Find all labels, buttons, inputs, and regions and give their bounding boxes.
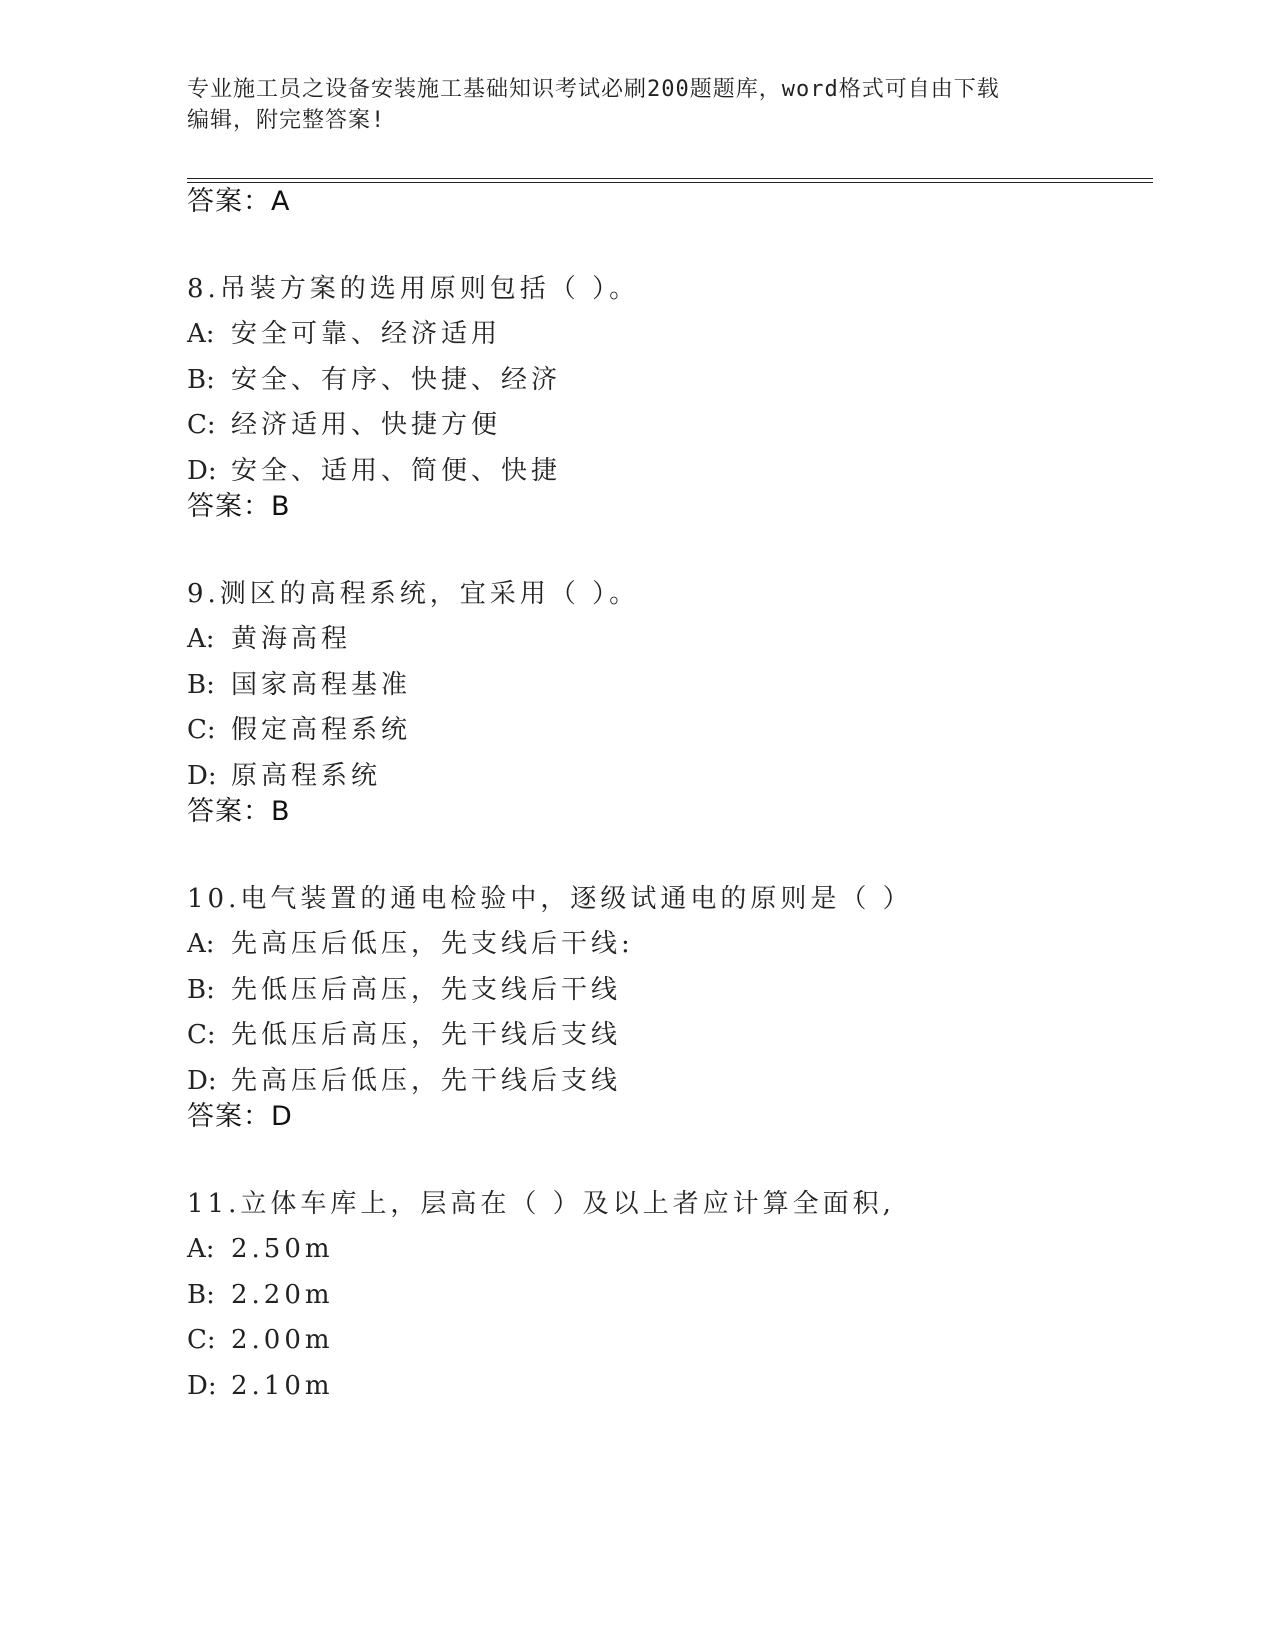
divider-line-top	[187, 178, 1153, 179]
question-stem: 8.吊装方案的选用原则包括（ ）。	[187, 274, 640, 304]
option-c	[187, 713, 1147, 759]
option-text: 先低压后高压，先干线后支线	[231, 1020, 622, 1050]
option-letter: D:	[187, 1370, 217, 1401]
option-letter: A:	[187, 319, 215, 349]
option-letter: C:	[187, 715, 216, 745]
answer-label: 答案：	[187, 1101, 271, 1132]
option-text: 2.50m	[231, 1234, 334, 1264]
option-b	[187, 363, 1147, 409]
option-d	[187, 1369, 1147, 1415]
answer-label: 答案：	[187, 186, 271, 217]
answer-q9	[187, 795, 291, 829]
option-text: 2.00m	[231, 1325, 334, 1355]
answer-q7	[187, 185, 290, 219]
option-text: 安全可靠、经济适用	[231, 319, 502, 349]
answer-value: B	[271, 796, 291, 827]
divider-line-bottom	[187, 182, 1153, 183]
question-stem: 10.电气装置的通电检验中，逐级试通电的原则是（ ）	[187, 884, 913, 914]
option-d	[187, 1064, 1147, 1110]
option-text: 原高程系统	[231, 760, 382, 791]
option-letter: A:	[187, 624, 215, 654]
option-c	[187, 408, 1147, 454]
option-text: 假定高程系统	[231, 715, 412, 745]
answer-value: A	[271, 186, 291, 217]
option-text: 黄海高程	[231, 624, 352, 654]
option-letter: D:	[187, 760, 217, 791]
option-b	[187, 973, 1147, 1019]
option-letter: C:	[187, 1325, 216, 1355]
question-stem: 9.测区的高程系统，宜采用（ ）。	[187, 579, 640, 609]
option-text: 先低压后高压，先支线后干线	[231, 974, 622, 1005]
option-letter: C:	[187, 1020, 216, 1050]
question-8	[187, 272, 1147, 499]
option-letter: B:	[187, 974, 215, 1005]
option-text: 经济适用、快捷方便	[231, 410, 502, 440]
option-d	[187, 759, 1147, 805]
option-text: 安全、有序、快捷、经济	[231, 364, 562, 395]
option-a	[187, 622, 1147, 668]
answer-label: 答案：	[187, 796, 271, 827]
option-letter: A:	[187, 1234, 215, 1264]
option-letter: D:	[187, 1065, 217, 1096]
option-b	[187, 1278, 1147, 1324]
option-text: 国家高程基准	[231, 669, 412, 700]
option-d	[187, 454, 1147, 500]
option-text: 先高压后低压，先干线后支线	[231, 1065, 622, 1096]
question-stem: 11.立体车库上，层高在（ ）及以上者应计算全面积,	[187, 1189, 895, 1219]
option-letter: B:	[187, 1279, 215, 1310]
option-text: 2.10m	[231, 1370, 334, 1401]
question-11	[187, 1187, 1147, 1414]
header-divider	[187, 178, 1153, 183]
option-letter: D:	[187, 455, 217, 486]
option-b	[187, 668, 1147, 714]
option-text: 2.20m	[231, 1279, 334, 1310]
answer-value: B	[271, 491, 291, 522]
option-c	[187, 1323, 1147, 1369]
option-letter: B:	[187, 669, 215, 700]
document-header	[187, 74, 1087, 136]
option-letter: A:	[187, 929, 215, 959]
answer-q8	[187, 490, 291, 524]
option-a	[187, 317, 1147, 363]
header-title-line-2: 编辑，附完整答案!	[187, 108, 386, 133]
answer-value: D	[271, 1101, 293, 1132]
option-c	[187, 1018, 1147, 1064]
answer-label: 答案：	[187, 491, 271, 522]
option-text: 先高压后低压，先支线后干线:	[231, 929, 634, 959]
option-a	[187, 927, 1147, 973]
answer-q10	[187, 1100, 293, 1134]
question-10	[187, 882, 1147, 1109]
option-letter: C:	[187, 410, 216, 440]
header-title-line-1: 专业施工员之设备安装施工基础知识考试必刷200题题库，word格式可自由下载	[187, 77, 1000, 102]
option-text: 安全、适用、简便、快捷	[231, 455, 562, 486]
question-9	[187, 577, 1147, 804]
option-letter: B:	[187, 364, 215, 395]
option-a	[187, 1232, 1147, 1278]
